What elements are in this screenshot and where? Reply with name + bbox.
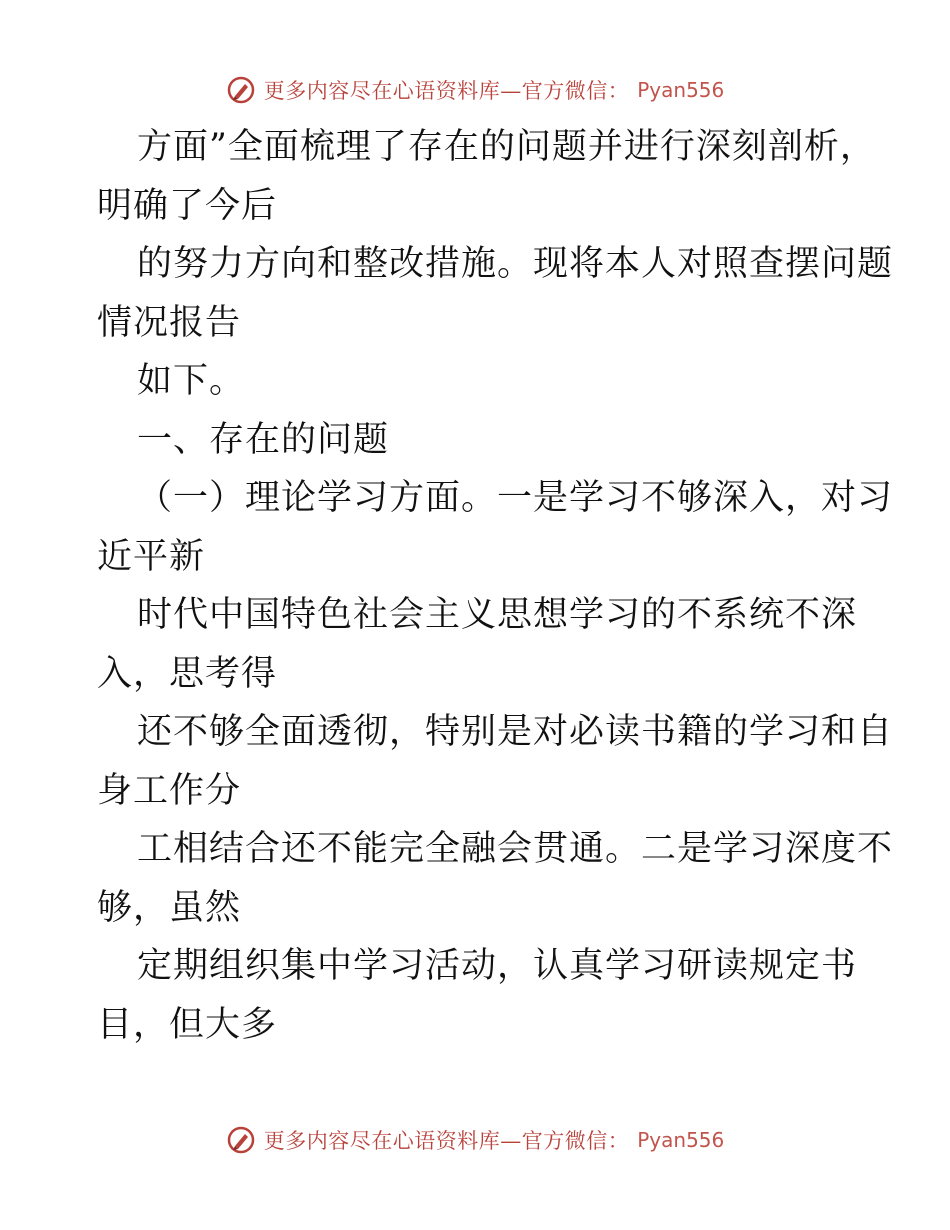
text-line: （一）理论学习方面。一是学习不够深入，对习 (137, 478, 894, 518)
watermark-text: 更多内容尽在心语资料库—官方微信： (263, 79, 630, 103)
text-line: 定期组织集中学习活动，认真学习研读规定书 (137, 946, 858, 986)
text-line: 目，但大多 (97, 1004, 278, 1045)
text-line: 入，思考得 (97, 653, 278, 694)
text-line: 还不够全面透彻，特别是对必读书籍的学习和自 (137, 712, 894, 752)
text-line: 够，虽然 (97, 887, 242, 928)
watermark-text: 更多内容尽在心语资料库—官方微信： (263, 1129, 630, 1153)
text-line: 情况报告 (97, 302, 242, 343)
text-line: 的努力方向和整改措施。现将本人对照查摆问题 (137, 244, 894, 284)
watermark-handle: Pyan556 (637, 1128, 725, 1152)
text-line: 身工作分 (97, 770, 242, 811)
watermark-handle: Pyan556 (637, 78, 725, 102)
text-line: 如下。 (137, 361, 246, 401)
pen-logo-icon (226, 1125, 256, 1155)
text-line: 一、存在的问题 (137, 419, 390, 460)
text-line: 时代中国特色社会主义思想学习的不系统不深 (137, 595, 858, 635)
footer-watermark (0, 1120, 950, 1160)
text-line: 近平新 (97, 536, 206, 577)
text-line: 明确了今后 (97, 185, 278, 226)
pen-logo-icon (226, 75, 256, 105)
header-watermark (0, 70, 950, 110)
document-body (97, 118, 894, 1054)
text-line: 工相结合还不能完全融会贯通。二是学习深度不 (137, 829, 894, 869)
text-line: 方面”全面梳理了存在的问题并进行深刻剖析， (137, 127, 876, 167)
